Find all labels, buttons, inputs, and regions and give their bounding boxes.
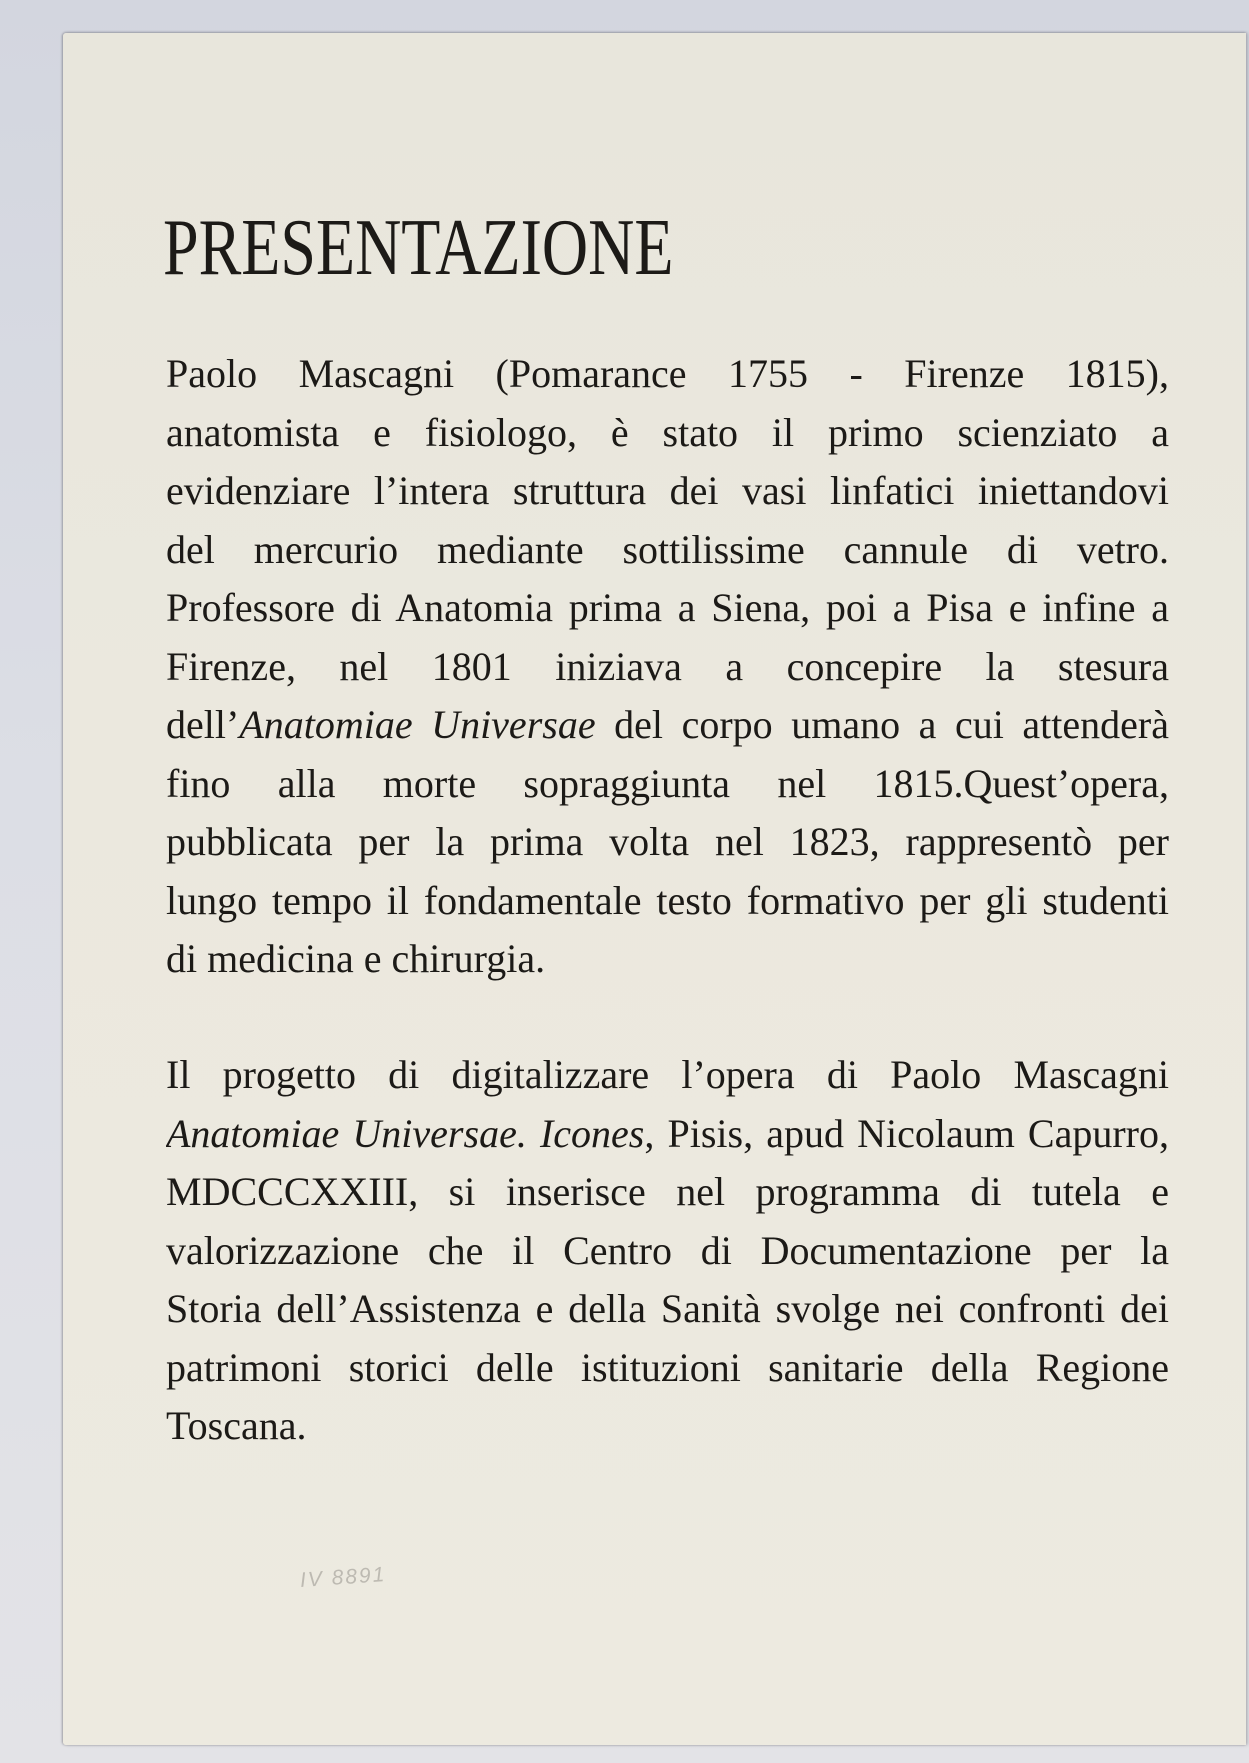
italic-work-title: Anatomiae Universae. Icones bbox=[166, 1110, 645, 1156]
text-line bbox=[166, 1105, 1169, 1164]
text-line: Paolo Mascagni (Pomarance 1755 - Firenze 1815), bbox=[166, 351, 1169, 396]
text-line: patrimoni storici delle istituzioni sanitarie della Regione bbox=[166, 1344, 1169, 1390]
body-paragraph-2 bbox=[166, 1046, 1169, 1456]
text-line: Il progetto di digitalizzare l’opera di Paolo Mascagni bbox=[166, 1052, 1169, 1097]
text-line: fino alla morte sopraggiunta nel 1815.Quest’opera, bbox=[166, 760, 1169, 806]
text-segment: dell’ bbox=[166, 702, 240, 747]
text-line: Toscana. bbox=[166, 1403, 307, 1448]
text-line: pubblicata per la prima volta nel 1823, rappresentò per bbox=[166, 819, 1169, 864]
body-paragraph-1 bbox=[166, 345, 1169, 989]
italic-work-title: Anatomiae Universae bbox=[239, 702, 596, 747]
text-line: del mercurio mediante sottilissime cannule di vetro. bbox=[166, 526, 1169, 572]
text-segment: , Pisis, apud Nicolaum Capurro, bbox=[644, 1110, 1169, 1156]
text-line: Storia dell’Assistenza e della Sanità svolge nei confronti dei bbox=[166, 1286, 1169, 1331]
text-line: valorizzazione che il Centro di Documentazione per la bbox=[166, 1227, 1169, 1273]
text-segment: del corpo umano a cui attenderà bbox=[595, 702, 1169, 747]
text-line: lungo tempo il fondamentale testo formativo per gli studenti bbox=[166, 877, 1169, 923]
text-line: anatomista e fisiologo, è stato il primo scienziato a bbox=[166, 409, 1169, 455]
handwritten-shelf-mark: IV 8891 bbox=[299, 1563, 388, 1592]
text-line: di medicina e chirurgia. bbox=[166, 936, 546, 981]
text-line bbox=[166, 696, 1169, 755]
page-title: PRESENTAZIONE bbox=[163, 202, 674, 292]
text-line: MDCCCXXIII, si inserisce nel programma di tutela e bbox=[166, 1169, 1169, 1214]
text-line: Professore di Anatomia prima a Siena, poi a Pisa e infine a bbox=[166, 585, 1169, 630]
text-line: evidenziare l’intera struttura dei vasi linfatici iniettandovi bbox=[166, 468, 1169, 513]
text-line: Firenze, nel 1801 iniziava a concepire la stesura bbox=[166, 643, 1169, 689]
